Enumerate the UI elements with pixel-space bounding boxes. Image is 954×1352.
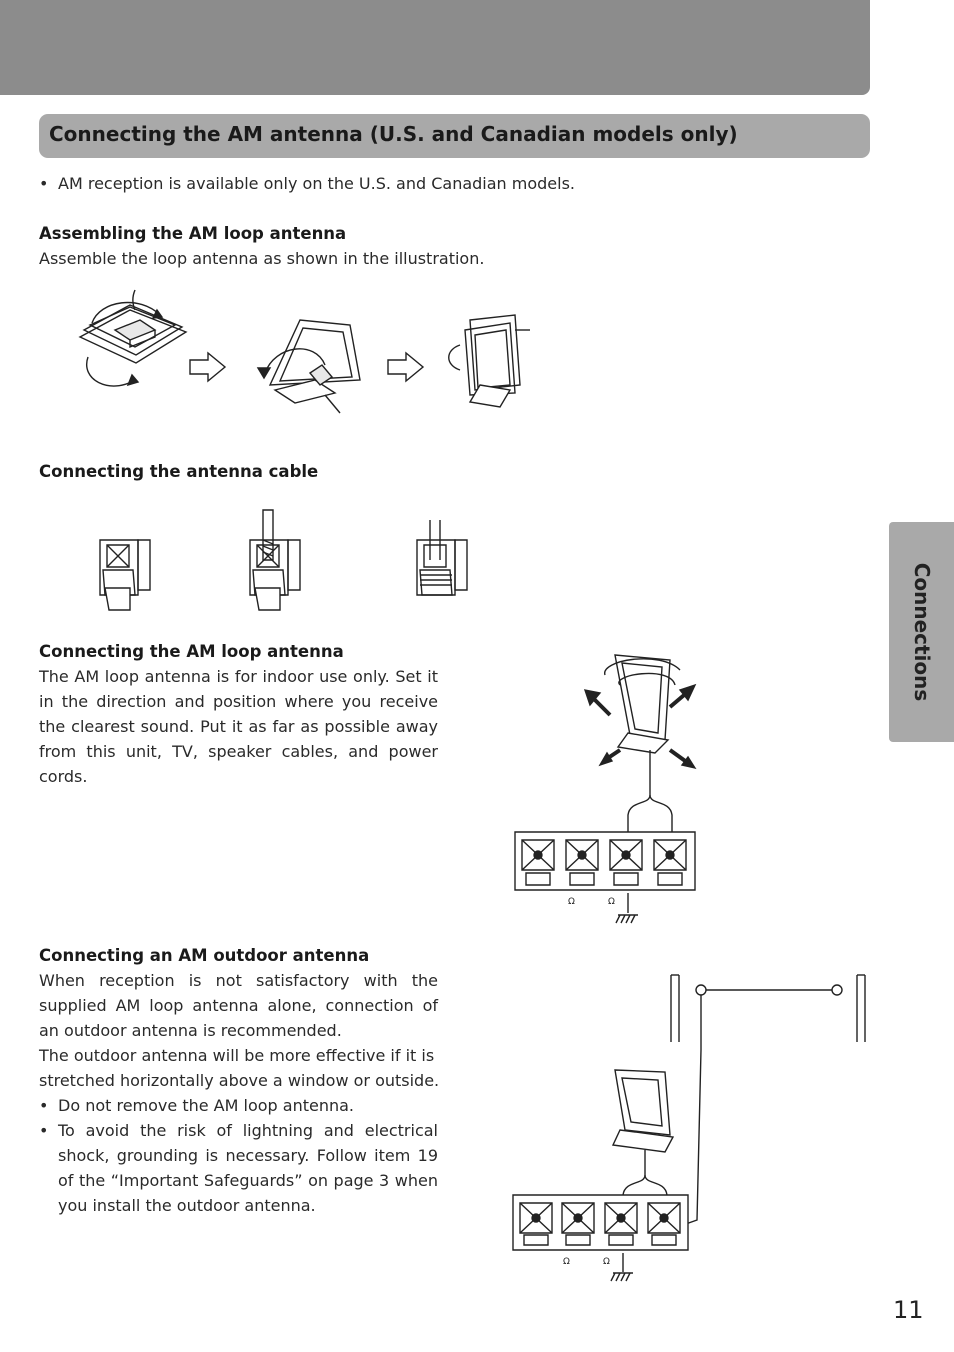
page-number: 11 <box>893 1296 924 1324</box>
outdoor-para2: The outdoor antenna will be more effective if it is stretched horizontally above a window or outside. <box>39 1046 440 1090</box>
arrow-right-icon <box>190 353 225 381</box>
side-tab-label: Connections <box>909 562 934 702</box>
outdoor-antenna-illustration <box>505 970 875 1290</box>
antenna-unfolding <box>258 320 360 413</box>
header-band <box>0 0 870 95</box>
terminal-lever-closed <box>417 520 467 595</box>
outdoor-bullet-text: To avoid the risk of lightning and electrical shock, grounding is necessary. Follow item 19 of the “Important Safeguards” on page 3 when you install the outdoor antenna. <box>58 1121 438 1215</box>
loop-antenna <box>605 655 680 753</box>
intro-bullet-text: AM reception is available only on the U.S. and Canadian models. <box>58 174 576 193</box>
loop-heading: Connecting the AM loop antenna <box>39 642 344 661</box>
assembling-body: Assemble the loop antenna as shown in the illustration. <box>39 249 485 268</box>
terminal-lever-open <box>100 540 150 610</box>
outdoor-bullet-text: Do not remove the AM loop antenna. <box>58 1096 355 1115</box>
terminal-block <box>513 1195 688 1250</box>
bullet-dot: • <box>39 174 49 193</box>
outdoor-para1: When reception is not satisfactory with the supplied AM loop antenna alone, connection of an outdoor antenna is recommended. <box>39 971 438 1040</box>
antenna-base-folded <box>80 290 186 386</box>
outdoor-heading: Connecting an AM outdoor antenna <box>39 946 370 965</box>
arrow-right-icon <box>388 353 423 381</box>
terminal-wire-inserted <box>250 510 300 610</box>
terminal-label: Ω <box>563 1257 570 1267</box>
terminal-label: Ω <box>568 897 575 907</box>
cable-illustration <box>95 510 475 615</box>
bullet-dot: • <box>39 1121 49 1140</box>
assembly-illustration <box>70 285 540 415</box>
section-title-bar <box>39 114 870 158</box>
terminal-label: Ω <box>608 897 615 907</box>
assembling-heading: Assembling the AM loop antenna <box>39 224 347 243</box>
cable-heading: Connecting the antenna cable <box>39 462 319 481</box>
ground-icon <box>611 1253 633 1281</box>
loop-antenna-illustration <box>510 645 710 930</box>
outdoor-antenna-wire <box>671 975 865 1225</box>
antenna-lead <box>628 750 650 840</box>
terminal-label: Ω <box>603 1257 610 1267</box>
loop-body: The AM loop antenna is for indoor use only. Set it in the direction and position where you receive the clearest sound. Put it as far as possible away from this unit, TV, speaker cables, and power cords. <box>39 667 438 786</box>
loop-antenna <box>613 1070 673 1152</box>
outdoor-bullet <box>39 1118 439 1218</box>
terminal-block <box>515 832 695 890</box>
side-tab <box>889 522 954 742</box>
antenna-assembled <box>449 315 530 407</box>
ground-icon <box>616 893 638 923</box>
bullet-dot: • <box>39 1096 49 1115</box>
section-title: Connecting the AM antenna (U.S. and Canadian models only) <box>49 122 738 146</box>
